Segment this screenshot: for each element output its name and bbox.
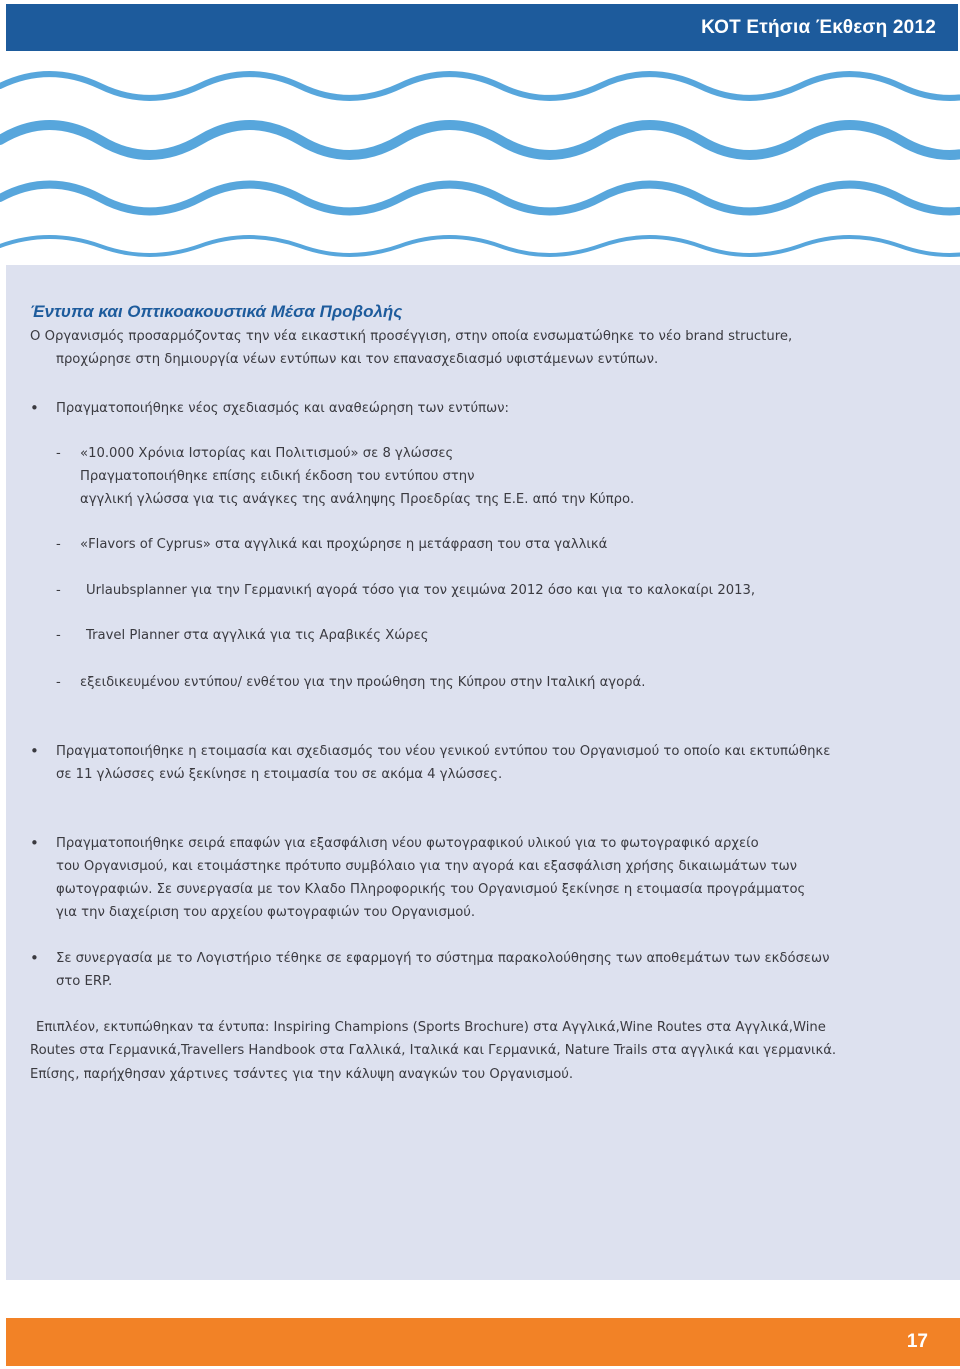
bullet-marker: • [30,949,39,967]
wave-line-1 [0,74,960,98]
bullet-3-line-3: φωτογραφιών. Σε συνεργασία με τον Κλαδο Πληροφορικής του Οργανισμού ξεκίνησε η ετοιμασία προγράμματος [56,882,806,897]
wave-line-4 [0,237,960,255]
dash-3-line-1: Urlaubsplanner για την Γερμανική αγορά τόσο για τον χειμώνα 2012 όσο και για το καλοκαίρι 2013, [86,583,756,598]
page-number: 17 [906,1331,928,1352]
wave-line-3 [0,185,960,212]
closing-line-3: Επίσης, παρήχθησαν χάρτινες τσάντες για την κάλυψη αναγκών του Οργανισμού. [30,1067,574,1082]
bullet-3-line-2: του Οργανισμού, και ετοιμάστηκε πρότυπο συμβόλαιο για την αγορά και εξασφάλιση χρήσης δικαιωμάτων των [56,859,798,874]
dash-marker: - [56,537,61,552]
wave-line-2 [0,125,960,155]
dash-1-line-1: «10.000 Χρόνια Ιστορίας και Πολιτισμού» σε 8 γλώσσες [80,446,454,461]
footer-bar [6,1318,960,1366]
closing-line-2: Routes στα Γερμανικά,Travellers Handbook στα Γαλλικά, Ιταλικά και Γερμανικά, Nature Trails στα αγγλικά και γερμανικά. [30,1043,837,1058]
intro-line-1: Ο Οργανισμός προσαρμόζοντας την νέα εικαστική προσέγγιση, στην οποία ενσωματώθηκε το νέο brand structure, [30,329,793,344]
dash-5-line-1: εξειδικευμένου εντύπου/ ενθέτου για την προώθηση της Κύπρου στην Ιταλική αγορά. [80,675,646,690]
dash-marker: - [56,583,61,598]
bullet-3-line-4: για την διαχείριση του αρχείου φωτογραφιών του Οργανισμού. [56,905,476,920]
dash-1-line-3: αγγλική γλώσσα για τις ανάγκες της ανάληψης Προεδρίας της Ε.Ε. από την Κύπρο. [80,492,635,507]
bullet-marker: • [30,834,39,852]
wave-decoration [0,60,960,265]
closing-line-1: Επιπλέον, εκτυπώθηκαν τα έντυπα: Inspiring Champions (Sports Brochure) στα Αγγλικά,Wine Routes στα Αγγλικά,Wine [36,1020,826,1035]
bullet-4-line-2: στο ERP. [56,974,113,989]
dash-marker: - [56,675,61,690]
bullet-4-line-1: Σε συνεργασία με το Λογιστήριο τέθηκε σε εφαρμογή το σύστημα παρακολούθησης των αποθεμάτων των εκδόσεων [56,951,830,966]
bullet-2-line-2: σε 11 γλώσσες ενώ ξεκίνησε η ετοιμασία του σε ακόμα 4 γλώσσες. [56,767,503,782]
section-title: Έντυπα και Οπτικοακουστικά Μέσα Προβολής [30,302,403,321]
dash-2-line-1: «Flavors of Cyprus» στα αγγλικά και προχώρησε η μετάφραση του στα γαλλικά [80,537,608,552]
dash-1-line-2: Πραγματοποιήθηκε επίσης ειδική έκδοση του εντύπου στην [80,469,475,484]
dash-marker: - [56,446,61,461]
dash-marker: - [56,628,61,643]
bullet-3-line-1: Πραγματοποιήθηκε σειρά επαφών για εξασφάλιση νέου φωτογραφικού υλικού για το φωτογραφικό αρχείο [56,836,759,851]
bullet-marker: • [30,399,39,417]
bullet-marker: • [30,742,39,760]
intro-line-2: προχώρησε στη δημιουργία νέων εντύπων και τον επανασχεδιασμό υφιστάμενων εντύπων. [56,352,659,367]
header-bar [6,4,958,51]
bullet-2-line-1: Πραγματοποιήθηκε η ετοιμασία και σχεδιασμός του νέου γενικού εντύπου του Οργανισμού το οποίο και εκτυπώθηκε [56,744,831,759]
bullet-1-line-1: Πραγματοποιήθηκε νέος σχεδιασμός και αναθεώρηση των εντύπων: [56,401,509,416]
report-title: ΚΟΤ Ετήσια Έκθεση 2012 [701,17,936,38]
dash-4-line-1: Travel Planner στα αγγλικά για τις Αραβικές Χώρες [86,628,429,643]
